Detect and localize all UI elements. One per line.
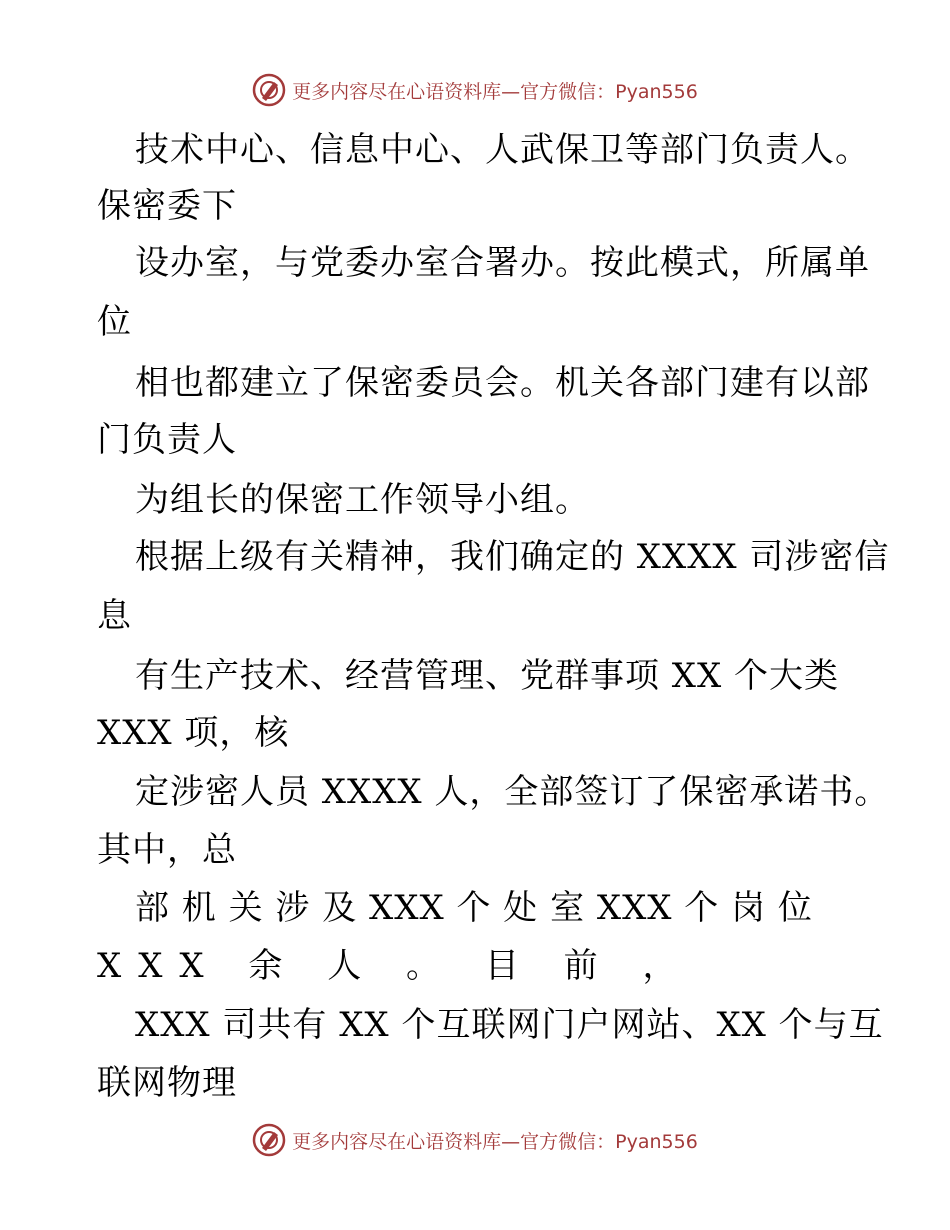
text-line: 其中，总	[97, 830, 237, 870]
pen-logo-icon	[252, 1123, 286, 1157]
text-line: 门负责人	[97, 420, 237, 460]
text-line: 部 机 关 涉 及 XXX 个 处 室 XXX 个 岗 位	[135, 888, 813, 928]
text-line: 保密委下	[97, 186, 237, 226]
footer-watermark	[0, 1120, 950, 1160]
text-line: 息	[97, 596, 132, 636]
text-line: 为组长的保密工作领导小组。	[135, 480, 590, 520]
text-line: 技术中心、信息中心、人武保卫等部门负责人。	[135, 130, 870, 170]
watermark-text: 更多内容尽在心语资料库—官方微信：Pyan556	[292, 1130, 698, 1153]
text-line: 定涉密人员 XXXX 人，全部签订了保密承诺书。	[135, 772, 890, 812]
text-line: XXX 司共有 XX 个互联网门户网站、XX 个与互	[135, 1005, 884, 1045]
text-line: 根据上级有关精神，我们确定的 XXXX 司涉密信	[135, 537, 890, 577]
text-line: 有生产技术、经营管理、党群事项 XX 个大类	[135, 656, 840, 696]
text-line: XXX 余 人 。 目 前 ，	[97, 946, 694, 986]
text-line: 位	[97, 302, 132, 342]
watermark-text: 更多内容尽在心语资料库—官方微信：Pyan556	[292, 80, 698, 103]
text-line: 联网物理	[97, 1063, 237, 1103]
text-line: 设办室，与党委办室合署办。按此模式，所属单	[135, 243, 870, 283]
text-line: 相也都建立了保密委员会。机关各部门建有以部	[135, 363, 870, 403]
text-line: XXX 项，核	[97, 713, 290, 753]
